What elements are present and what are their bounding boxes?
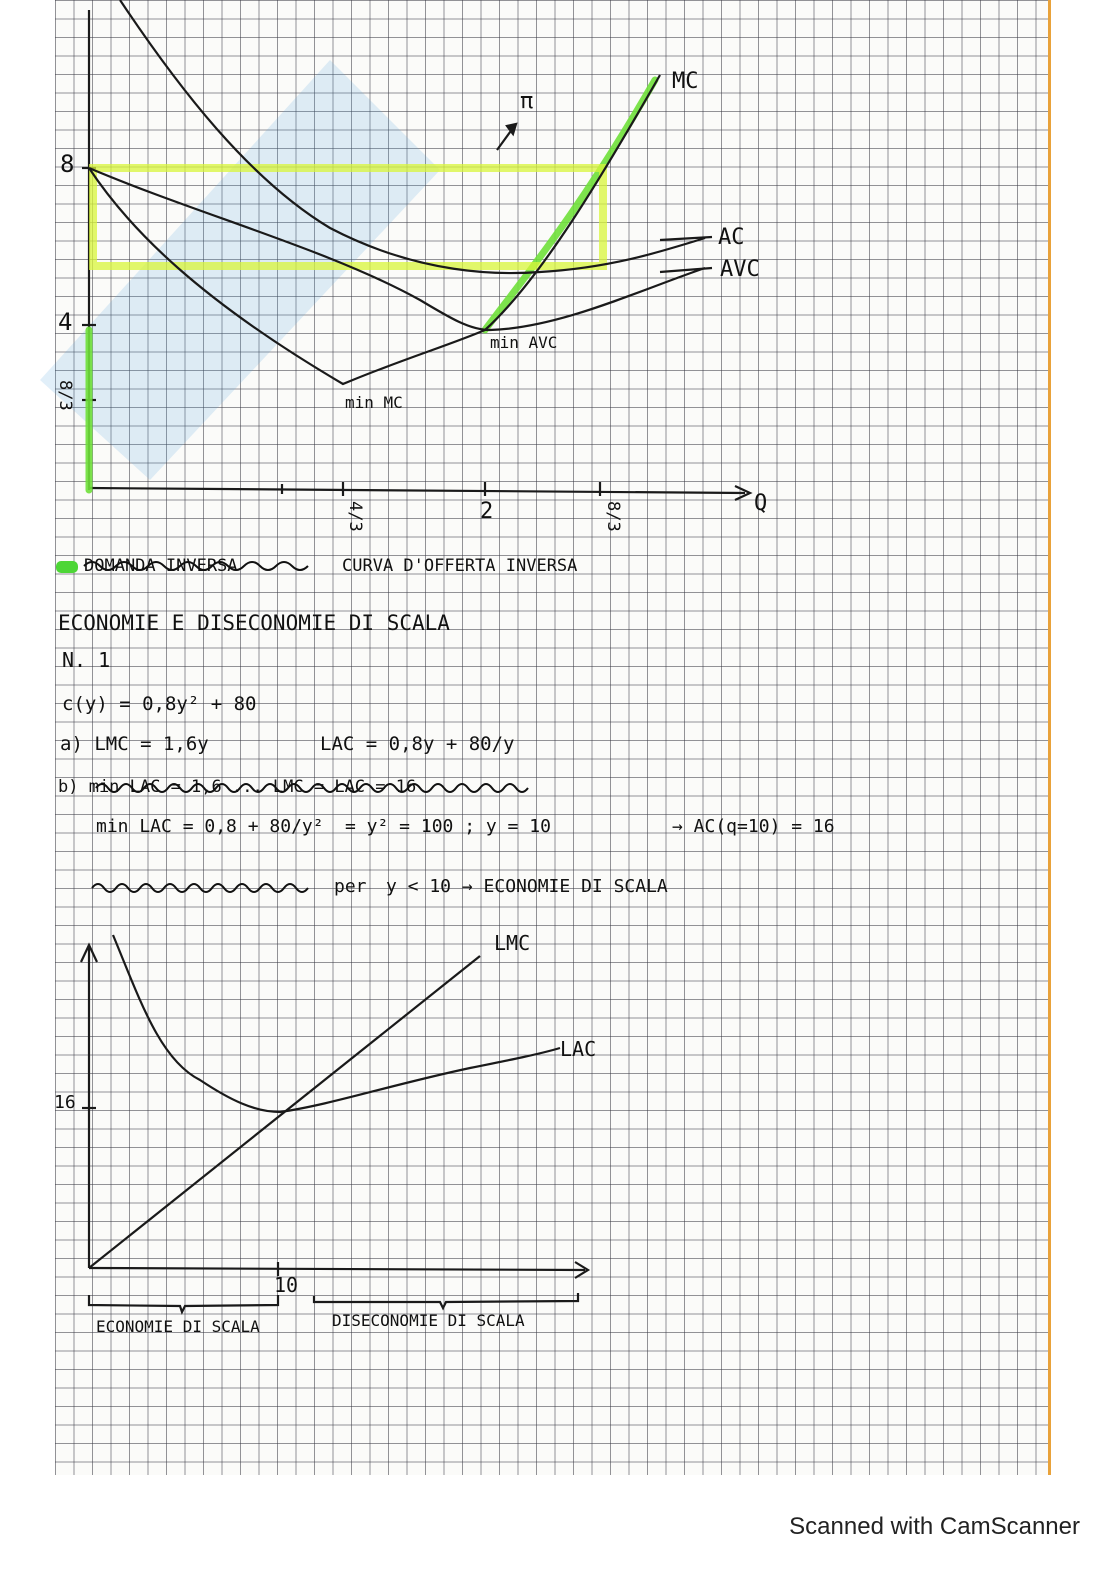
legend-text: CURVA D'OFFERTA INVERSA [342, 556, 578, 576]
lac-formula: LAC = 0,8y + 80/y [320, 733, 515, 755]
min-lac-left: min LAC = 0,8 + 80/y² [96, 816, 324, 837]
cost-function: c(y) = 0,8y² + 80 [62, 693, 257, 715]
region-diseconomie: DISECONOMIE DI SCALA [332, 1311, 525, 1330]
x-axis-label: Q [754, 491, 768, 516]
lmc-label: LMC [494, 931, 531, 955]
y-tick-8: 8 [60, 150, 75, 178]
legend-green-swatch [56, 561, 78, 573]
scanner-watermark: Scanned with CamScanner [789, 1513, 1080, 1540]
min-lac-mid: = y² = 100 ; y = 10 [345, 816, 551, 837]
min-avc-label: min AVC [490, 333, 558, 352]
line-b-crossed: b) min LAC = 1,6 ... LMC = LAC = 16 [58, 777, 417, 797]
graph2-x-tick-10: 10 [274, 1273, 299, 1297]
lac-label: LAC [560, 1037, 597, 1061]
graph2 [81, 935, 588, 1312]
x-tick-8-3: 8/3 [603, 501, 623, 532]
profit-arrow-icon [507, 124, 516, 134]
graph2-y-tick-16: 16 [54, 1092, 76, 1113]
y-tick-4: 4 [58, 308, 73, 336]
min-lac-right: → AC(q=10) = 16 [672, 816, 835, 837]
region-economie: ECONOMIE DI SCALA [96, 1317, 260, 1336]
lac-curve [113, 935, 560, 1112]
mc-label: MC [672, 69, 699, 94]
scale-scribble [92, 884, 308, 892]
graph1-x-axis [89, 488, 745, 493]
legend-crossed-text: DOMANDA INVERSA [84, 556, 238, 576]
brace-diseconomie [314, 1293, 578, 1308]
exercise-number: N. 1 [62, 648, 111, 672]
min-mc-label: min MC [345, 393, 403, 412]
x-tick-2: 2 [480, 499, 494, 524]
avc-label: AVC [720, 257, 760, 282]
brace-economie [89, 1295, 278, 1312]
y-tick-8-3: 8/3 [55, 380, 75, 411]
profit-label: π [520, 89, 534, 114]
scale-conclusion: y < 10 → ECONOMIE DI SCALA [386, 876, 668, 897]
graph2-x-axis [89, 1268, 585, 1270]
ac-label: AC [718, 225, 745, 250]
notes-heading: ECONOMIE E DISECONOMIE DI SCALA [58, 611, 450, 635]
scale-prefix: per [334, 876, 367, 897]
x-tick-4-3: 4/3 [345, 501, 365, 532]
lmc-formula: a) LMC = 1,6y [60, 733, 209, 755]
